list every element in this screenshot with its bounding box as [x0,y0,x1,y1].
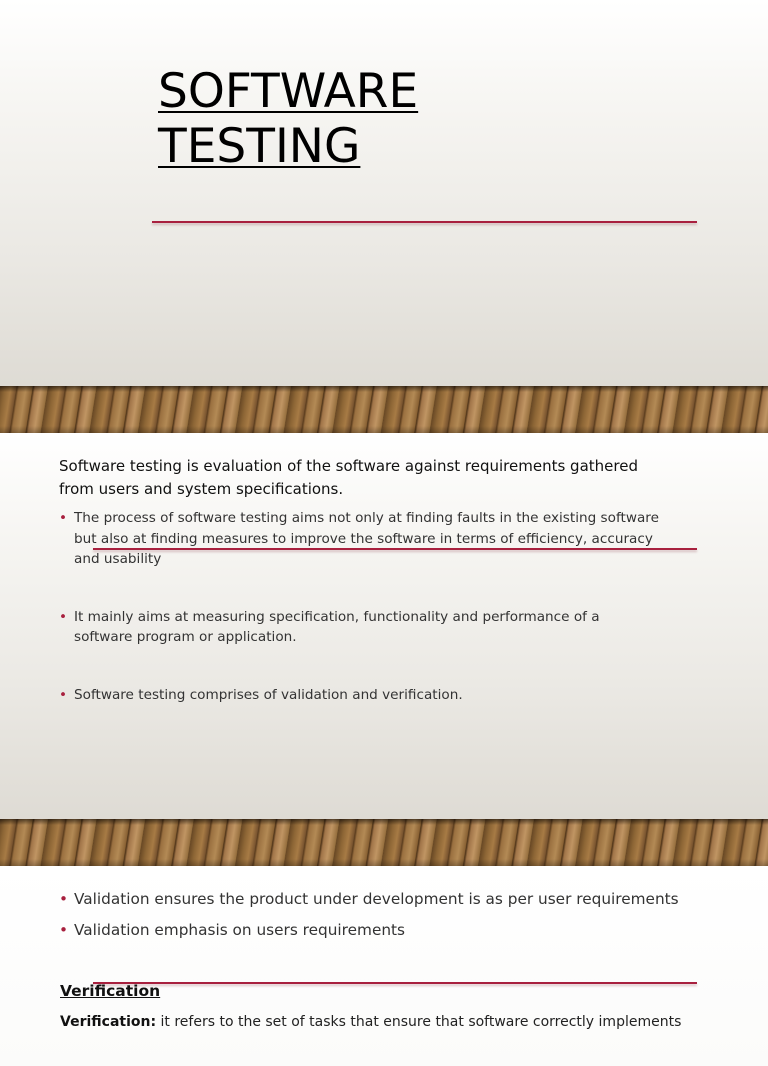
bullet-text: The process of software testing aims not only at finding faults in the existing software but also at finding measures to improve the software in terms of efficiency, accuracy and usability [74,510,659,568]
slide-title-heading [158,64,418,174]
list-item [59,919,749,941]
definition-bullet-list [59,508,659,706]
verification-heading: Verification [60,982,161,1000]
bullet-dot-icon: • [59,686,68,703]
bullet-text: Software testing comprises of validation and verification. [74,686,463,703]
wood-floor-band [0,386,768,433]
bullet-dot-icon: • [59,921,69,939]
verification-definition [60,1012,760,1032]
list-item [59,508,659,570]
bullet-text: It mainly aims at measuring specification, functionality and performance of a software program or application. [74,608,600,646]
bullet-dot-icon: • [59,890,69,908]
bullet-dot-icon: • [59,608,68,625]
list-item [59,607,659,648]
title-line-2: TESTING [158,119,361,174]
list-item [59,888,749,910]
list-item [59,685,659,706]
accent-divider [152,221,697,223]
wood-floor-band [0,819,768,866]
verification-text: it refers to the set of tasks that ensure that software correctly implements [156,1014,682,1030]
intro-paragraph: Software testing is evaluation of the software against requirements gathered from users and system specifications. [59,457,638,498]
bullet-text: Validation emphasis on users requirements [74,921,406,939]
validation-bullet-list [59,888,749,950]
accent-divider [93,982,697,984]
slide-title [0,0,768,386]
title-line-1: SOFTWARE [158,64,419,119]
verification-label: Verification: [60,1014,157,1030]
bullet-text: Validation ensures the product under development is as per user requirements [74,890,679,908]
bullet-dot-icon: • [59,510,68,526]
